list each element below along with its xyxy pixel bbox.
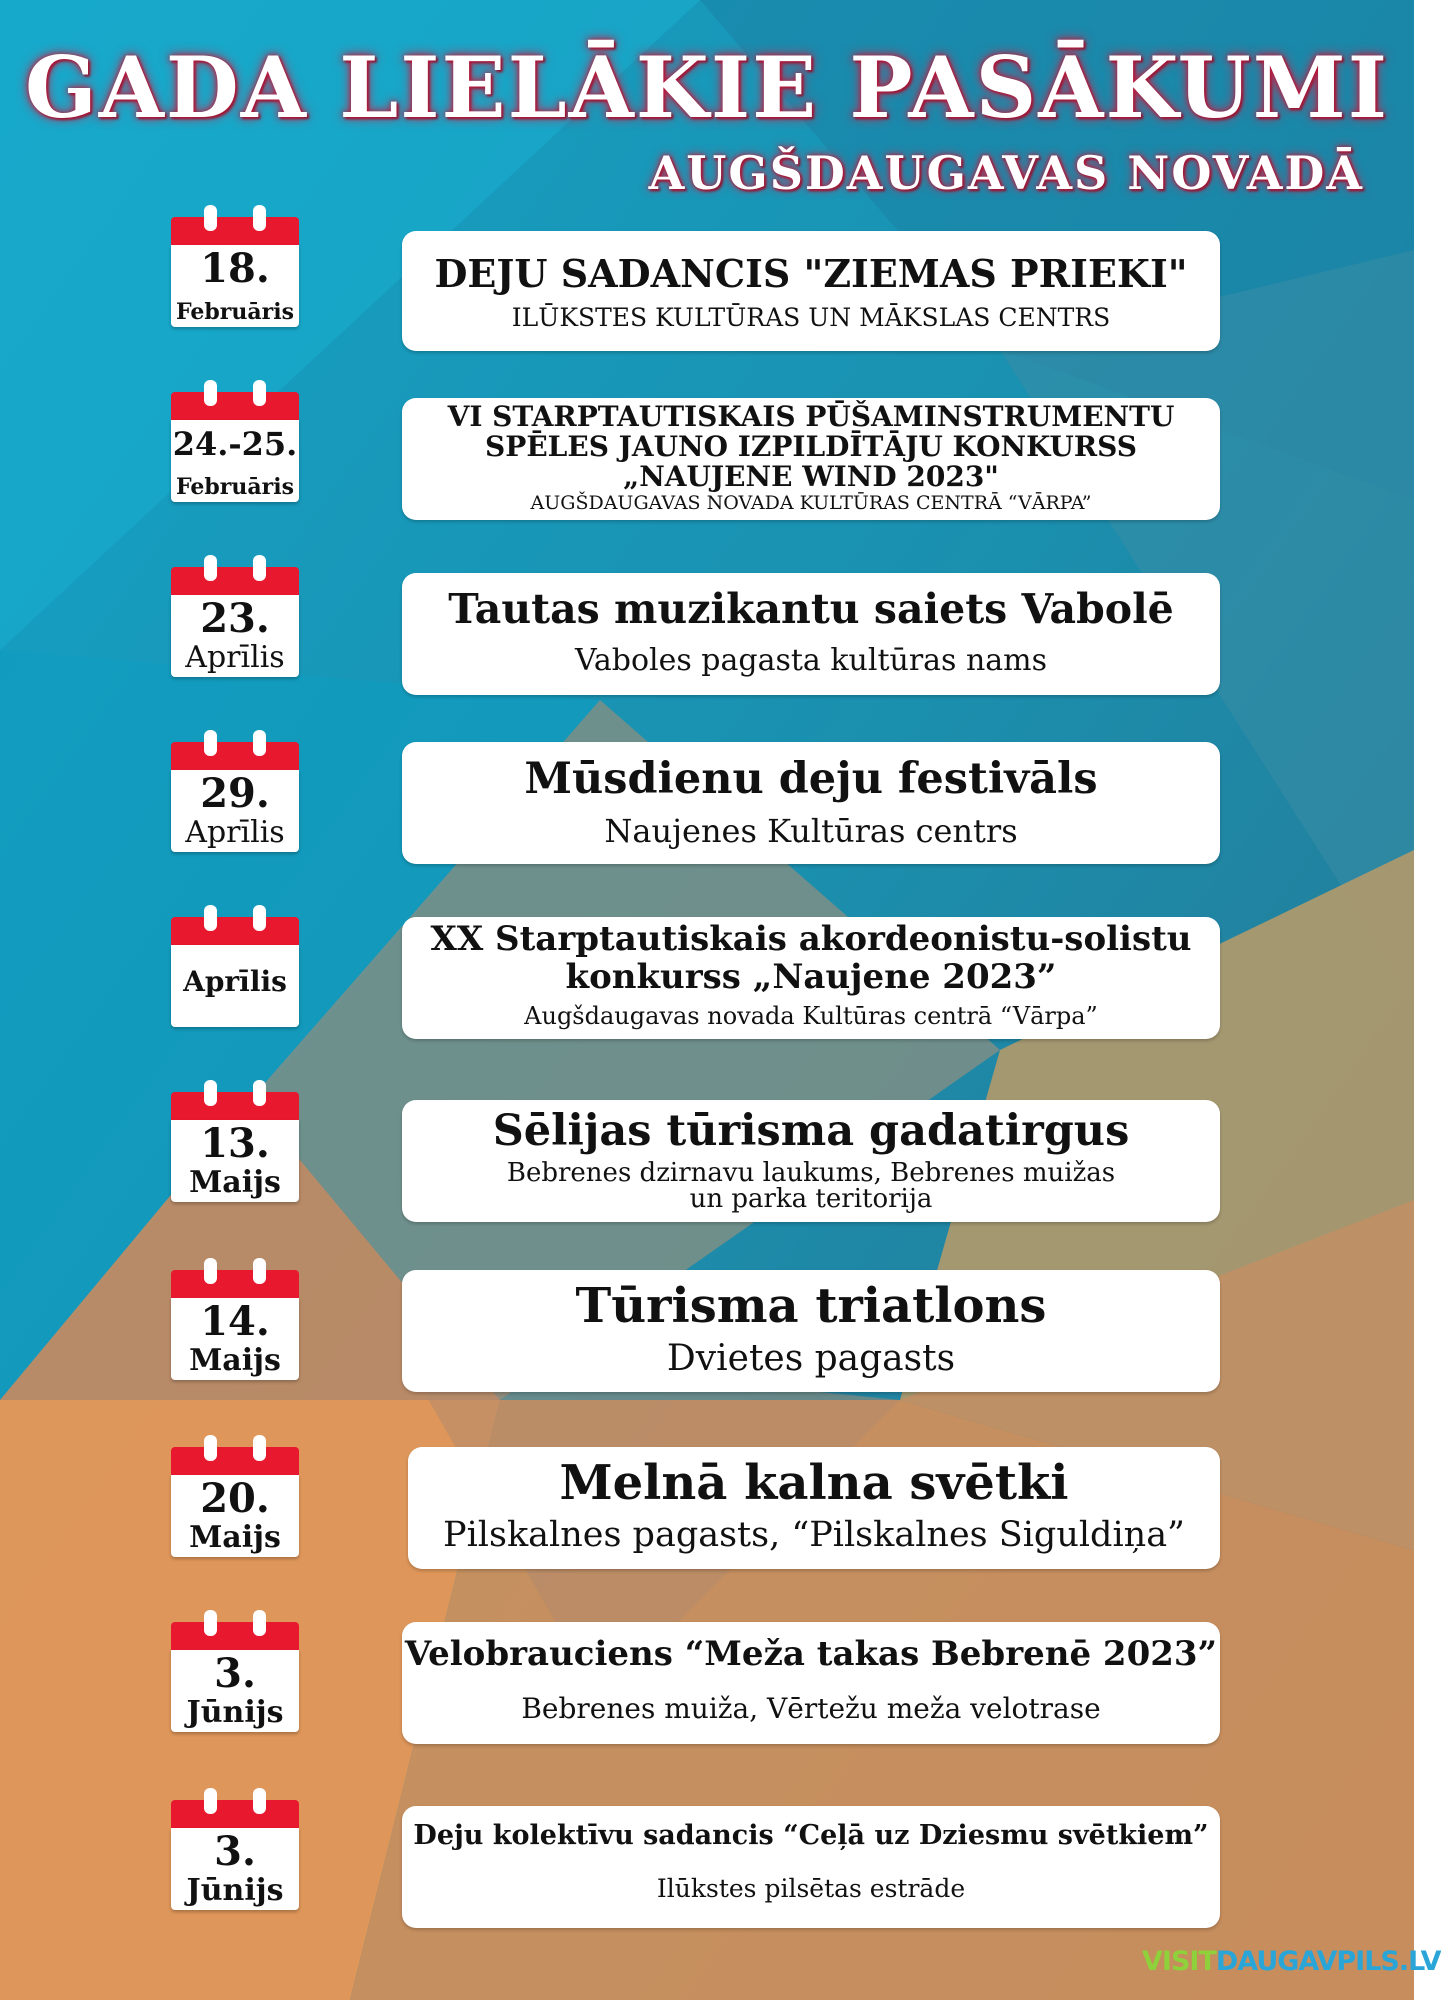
calendar-icon [171, 380, 299, 502]
event-day: 3. [214, 1650, 256, 1697]
event-location: Bebrenes muiža, Vērtežu meža velotrase [521, 1692, 1101, 1725]
event-day: 24.-25. [172, 425, 298, 463]
event-month: Aprīlis [185, 815, 285, 850]
calendar-icon [171, 1080, 299, 1202]
event-location: AUGŠDAUGAVAS NOVADA KULTŪRAS CENTRĀ “VĀRPA” [530, 492, 1092, 514]
page-title: GADA LIELĀKIE PASĀKUMI [25, 38, 1389, 137]
calendar-icon [171, 1258, 299, 1380]
event-title-line: VI STARPTAUTISKAIS PŪŠAMINSTRUMENTU [447, 400, 1175, 433]
event-month: Februāris [176, 299, 294, 325]
event-title: Mūsdienu deju festivāls [524, 754, 1098, 804]
event-day: 23. [200, 595, 270, 642]
event-title-line: XX Starptautiskais akordeonistu-solistu [430, 919, 1192, 959]
event-month: Maijs [189, 1165, 281, 1200]
event-card [402, 573, 1220, 695]
event-day: 20. [200, 1475, 270, 1522]
event-day: 29. [200, 770, 270, 817]
event-row [0, 730, 1414, 852]
event-title: Melnā kalna svētki [559, 1455, 1069, 1511]
visitdaugavpils-logo[interactable] [1142, 1946, 1441, 1977]
event-location: Pilskalnes pagasts, “Pilskalnes Siguldiņa” [443, 1515, 1185, 1555]
calendar-icon [171, 1610, 299, 1732]
event-location: ILŪKSTES KULTŪRAS UN MĀKSLAS CENTRS [511, 303, 1111, 332]
event-location: Naujenes Kultūras centrs [604, 812, 1018, 850]
event-card [402, 231, 1220, 351]
event-title: DEJU SADANCIS "ZIEMAS PRIEKI" [434, 251, 1188, 296]
logo-part-daugavpils: DAUGAVPILS.LV [1215, 1946, 1441, 1977]
event-month: Jūnijs [186, 1695, 284, 1730]
event-title: Tūrisma triatlons [575, 1278, 1047, 1334]
event-card [402, 1806, 1220, 1928]
event-location: Vaboles pagasta kultūras nams [574, 643, 1048, 678]
event-card [402, 398, 1220, 520]
event-card [408, 1447, 1220, 1569]
event-location-line: un parka teritorija [689, 1184, 933, 1214]
event-day: 18. [200, 245, 270, 292]
event-day: 13. [200, 1120, 270, 1167]
event-title-line: SPĒLES JAUNO IZPILDĪTĀJU KONKURSS [485, 430, 1137, 463]
event-month: Aprīlis [185, 640, 285, 675]
event-location: Ilūkstes pilsētas estrāde [656, 1874, 966, 1903]
event-title-line: „NAUJENE WIND 2023" [623, 460, 999, 493]
event-row [0, 905, 1414, 1030]
event-row [0, 205, 1414, 332]
event-card [402, 742, 1220, 864]
page-subtitle: AUGŠDAUGAVAS NOVADĀ [648, 146, 1364, 200]
event-month: Februāris [176, 474, 294, 500]
event-month: Jūnijs [186, 1873, 284, 1908]
event-title: Velobrauciens “Meža takas Bebrenē 2023” [404, 1634, 1218, 1674]
event-location: Dvietes pagasts [666, 1338, 956, 1379]
event-title: Tautas muzikantu saiets Vabolē [448, 585, 1174, 633]
event-title-line: konkurss „Naujene 2023” [565, 957, 1057, 997]
calendar-icon [171, 555, 299, 677]
calendar-icon [171, 1435, 299, 1557]
event-location: Augšdaugavas novada Kultūras centrā “Vārpa” [524, 1002, 1098, 1030]
logo-part-visit: VISIT [1142, 1946, 1216, 1977]
event-card [402, 1622, 1220, 1744]
event-month: Aprīlis [183, 965, 287, 998]
event-row [0, 1080, 1414, 1214]
calendar-icon [171, 1788, 299, 1910]
event-row [0, 1435, 1414, 1557]
calendar-icon [171, 905, 299, 1027]
calendar-icon [171, 730, 299, 852]
event-title: Sēlijas tūrisma gadatirgus [492, 1106, 1130, 1156]
calendar-icon [171, 205, 299, 327]
event-card [402, 1100, 1220, 1222]
event-day: 3. [214, 1828, 256, 1875]
event-card [402, 917, 1220, 1039]
event-location-line: Bebrenes dzirnavu laukums, Bebrenes muižas [506, 1158, 1116, 1188]
event-day: 14. [200, 1298, 270, 1345]
event-title: Deju kolektīvu sadancis “Ceļā uz Dziesmu svētkiem” [413, 1820, 1209, 1851]
event-row [0, 555, 1414, 677]
event-row [0, 1258, 1414, 1380]
event-month: Maijs [189, 1343, 281, 1378]
event-card [402, 1270, 1220, 1392]
event-month: Maijs [189, 1520, 281, 1555]
event-row [0, 1610, 1414, 1732]
event-row [0, 380, 1414, 514]
event-row [0, 1788, 1414, 1910]
